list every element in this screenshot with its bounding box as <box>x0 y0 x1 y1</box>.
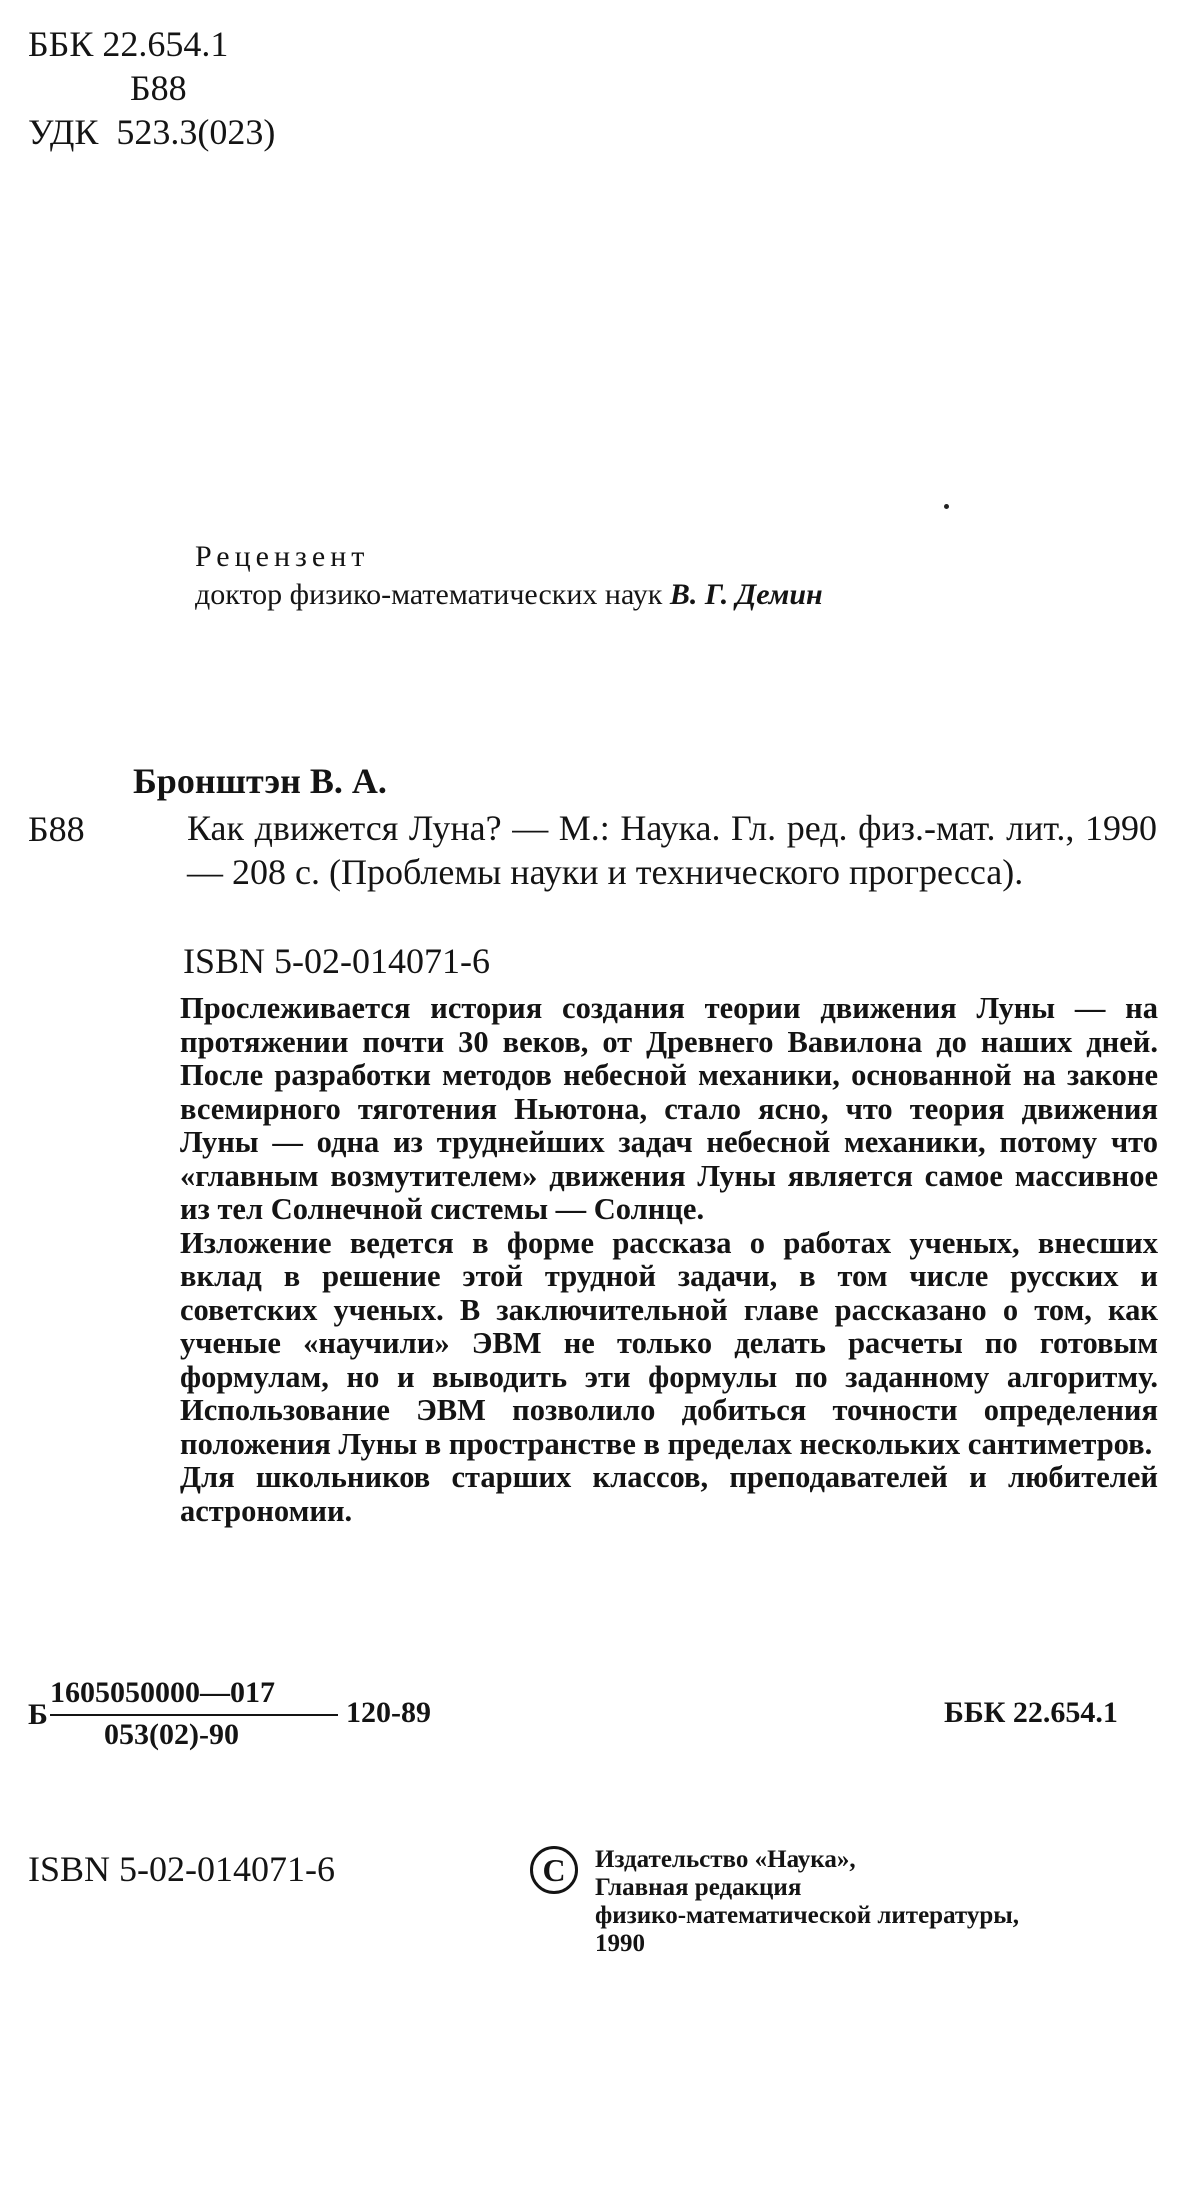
udk-code: УДК 523.3(023) <box>28 112 276 152</box>
annotation-paragraph: Прослеживается история создания теории движения Луны — на протяжении почти 30 веков, от Древнего Вавилона до наших дней. После разработки методов небесной механики, основанной на законе всемирного тяготения Ньютона, стало ясно, что теория движения Луны — одна из труднейших задач небесной механики, потому что «главным возмутителем» движения Луны является самое массивное из тел Солнечной системы — Солнце. <box>180 991 1158 1226</box>
bbk-code-bottom: ББК 22.654.1 <box>944 1696 1118 1729</box>
bibliographic-description: Как движется Луна? — М.: Наука. Гл. ред. физ.-мат. лит., 1990 — 208 с. (Проблемы науки и технического прогресса). <box>187 808 1157 892</box>
isbn-main: ISBN 5-02-014071-6 <box>183 941 490 981</box>
reviewer-title: доктор физико-математических наук <box>195 578 670 611</box>
book-author: Бронштэн В. А. <box>133 761 387 801</box>
index-letter: Б <box>28 1698 48 1731</box>
fraction-line <box>50 1714 338 1716</box>
index-numerator: 1605050000—017 <box>50 1676 275 1709</box>
reviewer-label: Рецензент <box>195 540 370 573</box>
copyright-icon: C <box>530 1846 578 1894</box>
print-speck <box>944 504 949 509</box>
publisher-line: физико-математической литературы, <box>595 1902 1020 1929</box>
bbk-code: ББК 22.654.1 <box>28 24 229 64</box>
annotation <box>180 992 1158 1528</box>
bibliographic-code: Б88 <box>28 809 85 849</box>
reviewer-line <box>195 576 823 614</box>
annotation-paragraph: Изложение ведется в форме рассказа о работах ученых, внесших вклад в решение этой трудной задачи, в том числе русских и советских ученых. В заключительной главе рассказано о том, как ученые «научили» ЭВМ не только делать расчеты по готовым формулам, но и выводить эти формулы по заданному алгоритму. Использование ЭВМ позволило добиться точности определения положения Луны в пространстве в пределах нескольких сантиметров. <box>180 1225 1158 1461</box>
reviewer-block <box>195 538 823 614</box>
annotation-paragraph: Для школьников старших классов, преподавателей и любителей астрономии. <box>180 1460 1158 1528</box>
author-mark: Б88 <box>130 68 187 108</box>
publisher-year: 1990 <box>595 1930 645 1957</box>
publisher-block <box>595 1846 1019 1958</box>
index-suffix: 120-89 <box>346 1696 431 1729</box>
publisher-line: Главная редакция <box>595 1874 802 1901</box>
publisher-line: Издательство «Наука», <box>595 1846 856 1873</box>
index-denominator: 053(02)-90 <box>104 1718 239 1751</box>
isbn-bottom: ISBN 5-02-014071-6 <box>28 1849 335 1889</box>
reviewer-name: В. Г. Демин <box>669 578 823 611</box>
classification-codes <box>28 22 275 154</box>
